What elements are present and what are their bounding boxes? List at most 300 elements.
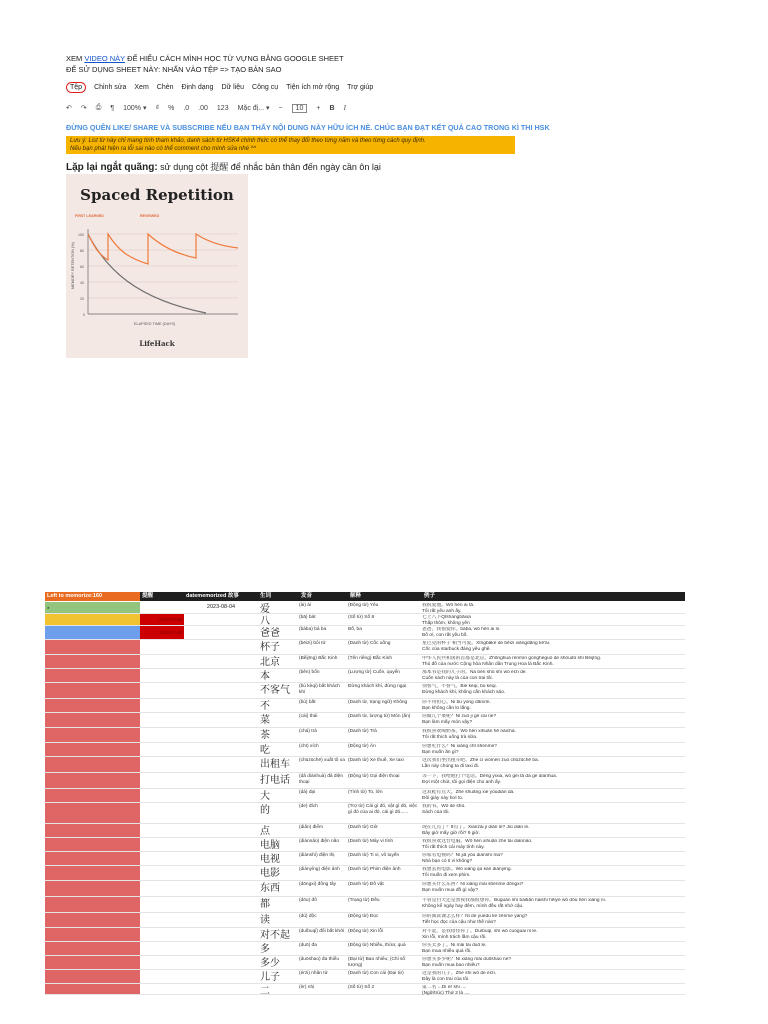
explanation-cell[interactable]: (Danh từ) Máy vi tính	[348, 839, 394, 844]
pronunciation-cell[interactable]: (chūzūchē) xuất tô xa	[299, 758, 345, 763]
remind-cell[interactable]	[140, 789, 184, 802]
example-line: Xin lỗi, mình trách lầm cậu rồi.	[422, 934, 487, 940]
word-cell[interactable]: 菜	[260, 715, 270, 726]
bold-button[interactable]: B	[329, 104, 335, 112]
percent-button[interactable]: %	[168, 104, 175, 112]
table-row[interactable]	[45, 984, 685, 995]
number-format-button[interactable]: 123	[216, 104, 229, 112]
header-pronunciation[interactable]: 发音	[299, 592, 348, 601]
explanation-cell[interactable]: (Danh từ) Cốc uống	[348, 641, 391, 646]
table-row[interactable]	[45, 773, 685, 789]
remind-cell[interactable]	[140, 803, 184, 823]
reviewed-label: REVIEWED	[140, 214, 160, 218]
date-cell[interactable]	[184, 773, 258, 788]
example-line: 现在几点了？9点了。Xiànzài jǐ diǎn le? Jiǔ diǎn le.	[422, 825, 530, 830]
pronunciation-cell[interactable]: (chá) trà	[299, 729, 317, 734]
example-line: 你想吃什么？Nǐ xiǎng chī shénme?	[422, 744, 497, 749]
status-cell[interactable]	[45, 866, 140, 880]
explanation-cell[interactable]: (Động từ) Đọc	[348, 914, 379, 919]
word-cell[interactable]: 多少	[260, 958, 280, 969]
example-line: Không kể ngày hay đêm, mình đều rất nhớ cậu.	[422, 903, 524, 909]
date-cell[interactable]	[184, 728, 258, 742]
pronunciation-cell[interactable]: (dōngxi) đông tây	[299, 882, 337, 887]
status-cell[interactable]	[45, 683, 140, 698]
table-row[interactable]	[45, 757, 685, 773]
table-row[interactable]	[45, 881, 685, 897]
word-cell[interactable]: 儿子	[260, 972, 280, 983]
example-cell[interactable]	[422, 714, 684, 725]
table-row[interactable]	[45, 970, 685, 984]
table-row[interactable]	[45, 614, 685, 626]
table-row[interactable]	[45, 626, 685, 640]
example-cell[interactable]	[422, 882, 684, 893]
currency-button[interactable]: ₫	[155, 104, 160, 112]
date-cell[interactable]	[184, 881, 258, 896]
explanation-cell[interactable]: (Động từ) Gọi điện thoại	[348, 774, 400, 779]
example-cell[interactable]	[422, 867, 684, 878]
example-line: 我的书。Wǒ de shū.	[422, 804, 466, 809]
remind-cell[interactable]	[140, 743, 184, 756]
example-line: Bạn muốn mua đồ gì vậy?	[422, 887, 478, 893]
pronunciation-cell[interactable]: (bēizi) bôi tử	[299, 641, 326, 646]
example-cell[interactable]	[422, 615, 684, 626]
example-line: Bạn làm mấy món vậy?	[422, 719, 473, 725]
explanation-cell[interactable]: (Số từ) Số 8	[348, 615, 375, 620]
status-cell[interactable]	[45, 669, 140, 682]
explanation-cell[interactable]: (Danh từ) Con cái (Đại từ)	[348, 971, 404, 976]
remind-cell[interactable]	[140, 713, 184, 727]
remind-cell[interactable]	[140, 866, 184, 880]
table-row[interactable]	[45, 942, 685, 956]
pronunciation-cell[interactable]: (dú) độc	[299, 914, 317, 919]
remind-cell[interactable]	[140, 728, 184, 742]
date-cell[interactable]	[184, 942, 258, 955]
example-line: 你想买多少呢？Nǐ xiǎng mǎi duōshao ne?	[422, 957, 512, 962]
x-axis-label: ELAPSED TIME (DAYS)	[134, 322, 176, 326]
example-line: 我很喜欢喝奶茶。Wǒ hěn xǐhuān hē nǎichá.	[422, 729, 516, 734]
word-cell[interactable]: 北京	[260, 657, 280, 668]
undo-icon[interactable]: ↶	[66, 105, 72, 112]
example-cell[interactable]	[422, 957, 684, 968]
word-cell[interactable]: 读	[260, 915, 270, 926]
word-cell[interactable]: 打电话	[260, 775, 290, 786]
pronunciation-cell[interactable]: (bàba) bá ba	[299, 627, 327, 632]
example-cell[interactable]	[422, 971, 684, 982]
example-line: Bạn mua nhiều quá rồi.	[422, 948, 472, 954]
example-line: Tôi muốn đi xem phim.	[422, 872, 471, 878]
pronunciation-cell[interactable]: (bā) bát	[299, 615, 316, 620]
example-cell[interactable]	[422, 656, 684, 667]
status-cell[interactable]	[45, 897, 140, 912]
date-cell[interactable]	[184, 970, 258, 983]
spaced-repetition-heading: Lặp lại ngắt quãng: sử dụng cột 提醒 để nhắc bản thân đến ngày cần ôn lại	[66, 162, 381, 173]
example-cell[interactable]	[422, 700, 684, 711]
print-icon[interactable]: ⎙	[95, 104, 102, 111]
example-cell[interactable]	[422, 729, 684, 740]
explanation-cell[interactable]: (Tên riêng) Bắc Kinh	[348, 656, 392, 661]
y-tick-0: 0	[83, 313, 85, 317]
status-cell[interactable]	[45, 757, 140, 772]
example-line: Đừng khách khí, không cần khách sáo.	[422, 689, 506, 695]
remind-cell[interactable]	[140, 699, 184, 712]
table-row[interactable]	[45, 838, 685, 852]
remind-cell[interactable]	[140, 602, 184, 613]
explanation-cell[interactable]: (Danh từ) Giờ	[348, 825, 378, 830]
table-row[interactable]	[45, 803, 685, 824]
example-cell[interactable]	[422, 774, 684, 785]
explanation-cell[interactable]: (Danh từ) Xe thuê, Xe taxi	[348, 758, 404, 763]
remind-cell[interactable]	[140, 852, 184, 865]
status-cell[interactable]	[45, 614, 140, 625]
example-cell[interactable]	[422, 641, 684, 652]
pronunciation-cell[interactable]: (diànyǐng) điện ảnh	[299, 867, 340, 872]
remind-cell[interactable]	[140, 669, 184, 682]
example-line: 你做几个菜呢？Nǐ zuò jǐ gè cài ne?	[422, 714, 497, 719]
pronunciation-cell[interactable]: (duìbuqǐ) đối bất khởi	[299, 929, 345, 934]
table-row[interactable]	[45, 956, 685, 970]
header-left-to-memorize[interactable]: Left to memorize:160	[45, 592, 140, 601]
explanation-cell[interactable]: (Động từ) Xin lỗi	[348, 929, 383, 934]
example-line: 你家有电视吗？Nǐ jiā yǒu diànshì ma?	[422, 853, 503, 858]
remind-cell[interactable]	[140, 942, 184, 955]
example-cell[interactable]	[422, 839, 684, 850]
explanation-cell[interactable]: (Động từ) Yêu	[348, 603, 379, 608]
explanation-cell[interactable]: (Số từ) Số 2	[348, 985, 375, 990]
example-cell[interactable]	[422, 825, 684, 836]
table-row[interactable]	[45, 913, 685, 928]
status-cell[interactable]	[45, 728, 140, 742]
status-cell[interactable]	[45, 743, 140, 756]
pronunciation-cell[interactable]: (dà) đại	[299, 790, 316, 795]
pronunciation-cell[interactable]: (bú kèqi) bất khách khí	[299, 684, 340, 695]
table-row[interactable]	[45, 669, 685, 683]
example-cell[interactable]	[422, 790, 684, 801]
toolbar	[66, 101, 346, 115]
font-select[interactable]: Mặc đị... ▾	[237, 105, 270, 112]
zoom-select[interactable]: 100% ▾	[123, 105, 147, 112]
menu-view[interactable]: Xem	[134, 83, 149, 91]
example-line: Tôi rất yêu anh ấy.	[422, 608, 462, 614]
date-cell[interactable]	[184, 640, 258, 654]
pronunciation-cell[interactable]: (duōshao) đa thiểu	[299, 957, 340, 962]
explanation-cell[interactable]: (Động từ) Ăn	[348, 744, 376, 749]
pronunciation-cell[interactable]: (ài) ái	[299, 603, 311, 608]
example-line: 七上八下Qīshàngbāxià	[422, 615, 471, 620]
status-cell[interactable]	[45, 655, 140, 668]
pronunciation-cell[interactable]: (èr) nhị	[299, 985, 315, 990]
explanation-cell[interactable]: (Danh từ) Trà	[348, 729, 377, 734]
pronunciation-cell[interactable]: (diànnǎo) điện não	[299, 839, 340, 844]
pronunciation-cell[interactable]: (dǎ diànhuà) đả điện thoại	[299, 774, 344, 785]
menu-extensions[interactable]: Tiện ích mở rộng	[286, 83, 340, 91]
paint-format-icon[interactable]: ¶	[110, 104, 115, 112]
remind-cell[interactable]	[140, 897, 184, 912]
pronunciation-cell[interactable]: (diànshì) điện thị	[299, 853, 335, 858]
table-row[interactable]	[45, 683, 685, 699]
word-cell[interactable]: 不客气	[260, 685, 290, 696]
spaced-repetition-image	[66, 174, 248, 358]
intro-text	[66, 53, 344, 75]
table-row[interactable]	[45, 897, 685, 913]
status-cell[interactable]	[45, 824, 140, 837]
word-cell[interactable]: 点	[260, 826, 270, 837]
example-line: Bạn muốn mua bao nhiêu?	[422, 962, 480, 968]
word-cell[interactable]: 爸爸	[260, 628, 280, 639]
status-cell[interactable]	[45, 913, 140, 927]
remind-cell[interactable]: 2024-07-08	[140, 614, 184, 625]
word-cell[interactable]: 八	[260, 616, 270, 627]
explanation-cell[interactable]: (Đại từ) Bao nhiêu; (Chỉ số lượng)	[348, 957, 406, 968]
example-line: 别客气，不客气。Bié kèqi, bú kèqi.	[422, 684, 497, 689]
date-cell[interactable]	[184, 984, 258, 994]
remind-cell[interactable]	[140, 757, 184, 772]
example-cell[interactable]	[422, 603, 684, 614]
word-cell[interactable]: 电影	[260, 868, 280, 879]
word-cell[interactable]: 电脑	[260, 840, 280, 851]
example-line: Thấp thỏm, không yên	[422, 620, 470, 626]
table-row[interactable]	[45, 824, 685, 838]
decrease-decimal-button[interactable]: .0	[183, 104, 190, 112]
word-cell[interactable]: 不	[260, 701, 270, 712]
date-cell[interactable]	[184, 743, 258, 756]
pronunciation-cell[interactable]: (duō) đa	[299, 943, 317, 948]
example-cell[interactable]	[422, 985, 684, 996]
example-line: Lần này chúng ta đi taxi đi.	[422, 763, 480, 769]
date-cell[interactable]	[184, 803, 258, 823]
date-cell[interactable]	[184, 824, 258, 837]
table-row[interactable]	[45, 852, 685, 866]
example-line: 不管是白天还是黑夜我都很想你。Bùguǎn shì báitiān háishì hēiyè wǒ dōu hěn xiǎng nǐ.	[422, 898, 606, 903]
remind-cell[interactable]	[140, 970, 184, 983]
status-cell[interactable]	[45, 970, 140, 983]
remind-cell[interactable]	[140, 984, 184, 994]
menu-help[interactable]: Trợ giúp	[347, 83, 374, 91]
pronunciation-cell[interactable]: (bù) bất	[299, 700, 316, 705]
table-row[interactable]	[45, 655, 685, 669]
status-cell[interactable]	[45, 699, 140, 712]
menu-edit[interactable]: Chỉnh sửa	[94, 83, 127, 91]
word-cell[interactable]: 都	[260, 899, 270, 910]
y-tick-100: 100	[78, 233, 84, 237]
date-cell[interactable]	[184, 956, 258, 969]
explanation-cell[interactable]: (Động từ) Nhiều, thừa; quá	[348, 943, 406, 948]
example-line: 对不起，是我错怪你了。Duìbuqǐ, shì wǒ cuòguài nǐ le.	[422, 929, 538, 934]
date-cell[interactable]	[184, 626, 258, 639]
table-row[interactable]	[45, 713, 685, 728]
pronunciation-cell[interactable]: (cài) thái	[299, 714, 318, 719]
example-line: Tôi rất thích uống trà sữa.	[422, 734, 478, 740]
table-row[interactable]	[45, 640, 685, 655]
word-cell[interactable]: 杯子	[260, 642, 280, 653]
word-cell[interactable]: 出租车	[260, 759, 290, 770]
example-line: Bố ơi, con rất yêu bố.	[422, 632, 468, 638]
example-line: 我很喜欢这台电脑。Wǒ hěn xǐhuān zhè tái diànnǎo.	[422, 839, 533, 844]
italic-button[interactable]: I	[343, 104, 346, 112]
header-date-story[interactable]: datememorized 故事	[184, 592, 258, 601]
example-line: Đợi một chút, tôi gọi điện cho anh ấy.	[422, 779, 502, 785]
example-cell[interactable]	[422, 670, 684, 681]
explanation-cell[interactable]: (Danh từ, lượng từ) Món (ăn)	[348, 714, 411, 719]
example-line: 等一下，我给他打个电话。Děng yíxià, wǒ gěi tā dǎ ge diànhuà.	[422, 774, 558, 779]
word-cell[interactable]: 的	[260, 805, 270, 816]
pronunciation-cell[interactable]: (diǎn) điểm	[299, 825, 323, 830]
example-line: Cốc của starbuck đáng yêu ghê.	[422, 646, 491, 652]
example-cell[interactable]	[422, 804, 684, 815]
remind-cell[interactable]	[140, 928, 184, 941]
date-cell[interactable]	[184, 713, 258, 727]
font-size-input[interactable]: 10	[292, 104, 308, 113]
table-row[interactable]	[45, 789, 685, 803]
example-cell[interactable]	[422, 929, 684, 940]
date-cell[interactable]	[184, 655, 258, 668]
date-cell[interactable]	[184, 614, 258, 625]
status-cell[interactable]	[45, 881, 140, 896]
status-cell[interactable]	[45, 713, 140, 727]
example-line: 这双鞋有点大。Zhè shuāng xié yǒudiǎn dà.	[422, 790, 515, 795]
word-cell[interactable]: 二	[260, 986, 270, 997]
example-cell[interactable]	[422, 744, 684, 755]
table-row[interactable]	[45, 602, 685, 614]
status-cell[interactable]	[45, 942, 140, 955]
example-line: 第二名 ...Dì èr shì ....	[422, 985, 467, 990]
example-cell[interactable]	[422, 914, 684, 925]
example-cell[interactable]	[422, 853, 684, 864]
example-cell[interactable]	[422, 943, 684, 954]
explanation-cell[interactable]: (Trạng từ) Đều	[348, 898, 380, 903]
pronunciation-cell[interactable]: (běn) bổn	[299, 670, 320, 675]
status-cell[interactable]	[45, 984, 140, 994]
y-tick-80: 80	[80, 249, 84, 253]
word-cell[interactable]: 东西	[260, 883, 280, 894]
example-line: 你买太多了。Nǐ mǎi tài duō le.	[422, 943, 487, 948]
increase-decimal-button[interactable]: .00	[198, 104, 208, 112]
menu-data[interactable]: Dữ liệu	[221, 83, 245, 91]
status-cell[interactable]	[45, 789, 140, 802]
remind-cell[interactable]	[140, 956, 184, 969]
table-row[interactable]	[45, 743, 685, 757]
remind-cell[interactable]	[140, 913, 184, 927]
explanation-cell[interactable]: Bố, ba	[348, 627, 362, 632]
status-cell[interactable]	[45, 626, 140, 639]
status-cell[interactable]	[45, 838, 140, 851]
example-line: 那本书是我的儿子的。Nà běn shū shì wǒ érzi de.	[422, 670, 527, 675]
date-cell[interactable]	[184, 897, 258, 912]
header-word[interactable]: 生词	[258, 592, 299, 601]
date-cell[interactable]: 2023-08-04	[206, 604, 236, 610]
word-cell[interactable]: 大	[260, 791, 270, 802]
example-cell[interactable]	[422, 684, 684, 695]
word-cell[interactable]: 对不起	[260, 930, 290, 941]
date-cell[interactable]	[184, 683, 258, 698]
word-cell[interactable]: 吃	[260, 745, 270, 756]
word-cell[interactable]: 爱	[260, 604, 270, 615]
remind-cell[interactable]	[140, 683, 184, 698]
example-cell[interactable]	[422, 758, 684, 769]
status-cell[interactable]	[45, 640, 140, 654]
font-size-decrease-button[interactable]: −	[278, 104, 283, 112]
pronunciation-cell[interactable]: (chī) xích	[299, 744, 319, 749]
menu-tools[interactable]: Công cụ	[252, 83, 279, 91]
pronunciation-cell[interactable]: (dōu) đô	[299, 898, 317, 903]
table-row[interactable]	[45, 728, 685, 743]
image-title: Spaced Repetition	[80, 186, 234, 204]
word-cell[interactable]: 本	[260, 671, 270, 682]
date-cell[interactable]	[184, 757, 258, 772]
y-tick-60: 60	[80, 265, 84, 269]
pronunciation-cell[interactable]: (Běijīng) Bắc Kinh	[299, 656, 338, 661]
example-line: Nhà bạn có ti vi không?	[422, 858, 473, 864]
remind-cell[interactable]	[140, 838, 184, 851]
status-cell[interactable]	[45, 773, 140, 788]
table-row[interactable]	[45, 928, 685, 942]
explanation-cell[interactable]: (Lượng từ) Cuốn, quyển	[348, 670, 400, 675]
word-cell[interactable]: 多	[260, 944, 270, 955]
header-explanation[interactable]: 解释	[348, 592, 422, 601]
menu-format[interactable]: Định dạng	[181, 83, 214, 91]
explanation-cell[interactable]: (Trợ từ) Cái gì đó, vật gì đó, việc gì đó của ai đó, cái gì đó......	[348, 804, 418, 815]
example-cell[interactable]	[422, 898, 684, 909]
date-cell[interactable]	[184, 669, 258, 682]
video-link[interactable]: VIDEO NÀY	[84, 54, 126, 63]
status-cell[interactable]	[45, 956, 140, 969]
explanation-cell[interactable]: (Tính từ) To, lớn	[348, 790, 383, 795]
date-cell[interactable]	[184, 928, 258, 941]
table-row[interactable]	[45, 699, 685, 713]
date-cell[interactable]	[184, 789, 258, 802]
subscribe-banner: ĐỪNG QUÊN LIKE/ SHARE VÀ SUBSCRIBE NẾU BẠN THẤY NỘI DUNG NÀY HỮU ÍCH NÈ. CHÚC BẠN ĐẠT KẾT QUẢ CAO TRONG KÌ THI HSK	[66, 123, 550, 132]
remind-cell[interactable]: 2024-07-08	[140, 626, 184, 639]
menu-bar	[66, 80, 373, 94]
explanation-cell[interactable]: (Danh từ) Phim điện ảnh	[348, 867, 401, 872]
remind-cell[interactable]	[140, 655, 184, 668]
status-cell[interactable]	[45, 803, 140, 823]
example-line: 你的阅读课怎么样？Nǐ de yuèdú kè zěnme yàng?	[422, 914, 528, 919]
word-cell[interactable]: 电视	[260, 854, 280, 865]
pronunciation-cell[interactable]: (de) đích	[299, 804, 318, 809]
explanation-cell[interactable]: (Danh từ, trạng ngữ) Không	[348, 700, 408, 705]
example-cell[interactable]	[422, 627, 684, 638]
example-line: 中华人民共和国的首都是北京。Zhōnghuá rénmín gònghéguó de shǒudū shì Běijīng.	[422, 656, 602, 661]
date-cell[interactable]	[184, 913, 258, 927]
header-example[interactable]: 例子	[422, 592, 685, 601]
date-cell[interactable]	[184, 699, 258, 712]
header-remind[interactable]: 提醒	[140, 592, 184, 601]
explanation-cell[interactable]: Đừng khách khí, đừng ngại	[348, 684, 407, 689]
remind-cell[interactable]	[140, 881, 184, 896]
example-line: Tôi rất thích cái máy tính này.	[422, 844, 485, 850]
status-cell[interactable]	[45, 928, 140, 941]
example-line: 星巴克的杯子 相当可爱。Xīngbākè de bēizi xiāngdāng kě'ài.	[422, 641, 551, 646]
date-cell[interactable]	[184, 866, 258, 880]
status-cell[interactable]: ●	[45, 602, 140, 613]
y-tick-20: 20	[80, 297, 84, 301]
remind-cell[interactable]	[140, 773, 184, 788]
pronunciation-cell[interactable]: (érzi) nhân tử	[299, 971, 328, 976]
redo-icon[interactable]: ↷	[80, 105, 87, 112]
menu-file[interactable]: Tệp	[66, 82, 86, 93]
date-cell[interactable]	[184, 852, 258, 865]
status-cell[interactable]	[45, 852, 140, 865]
explanation-cell[interactable]: (Danh từ) Đồ vật	[348, 882, 384, 887]
word-cell[interactable]: 茶	[260, 730, 270, 741]
menu-insert[interactable]: Chèn	[156, 83, 174, 91]
font-size-increase-button[interactable]: +	[316, 104, 321, 112]
remind-cell[interactable]	[140, 824, 184, 837]
explanation-cell[interactable]: (Danh từ) Ti vi, vô tuyến	[348, 853, 400, 858]
date-cell[interactable]	[184, 838, 258, 851]
table-row[interactable]	[45, 866, 685, 881]
remind-cell[interactable]	[140, 640, 184, 654]
